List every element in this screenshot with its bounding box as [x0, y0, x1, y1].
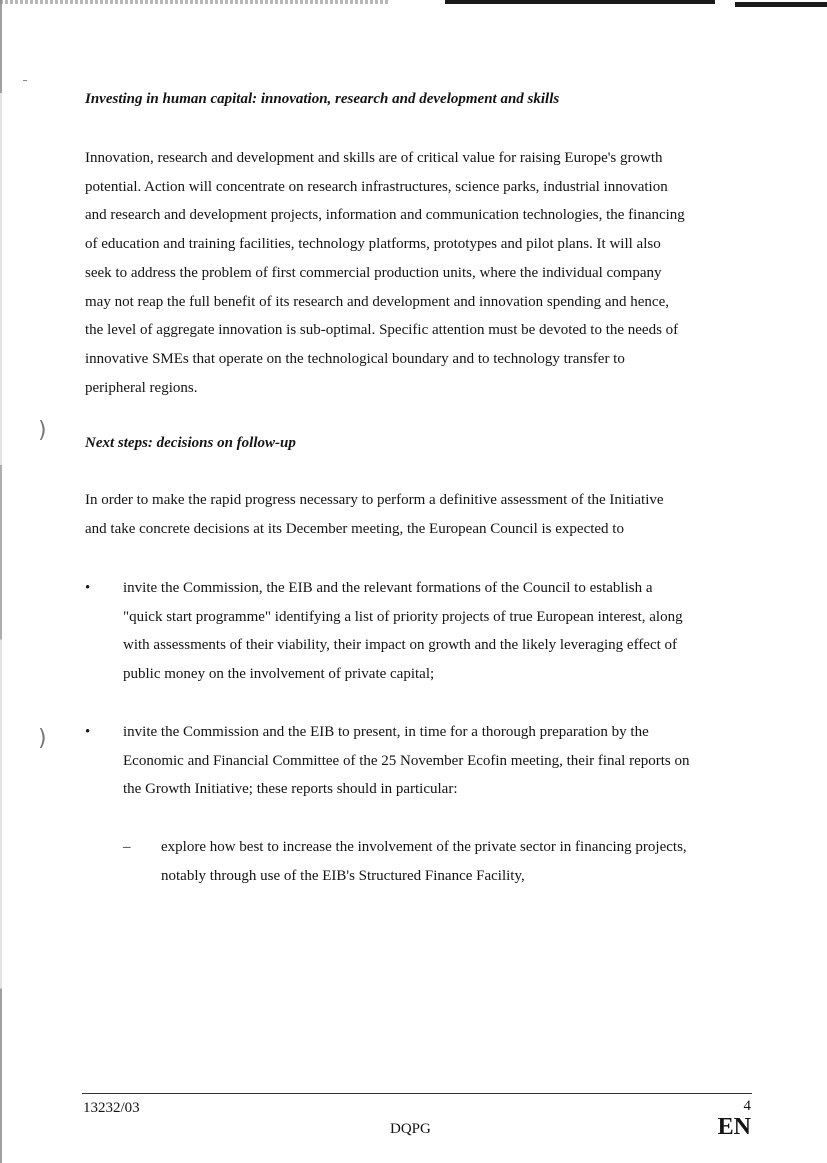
bullet-marker: • — [85, 580, 91, 596]
paragraph-line: innovative SMEs that operate on the technological boundary and to technology transfer to — [85, 350, 625, 367]
sub-item-line: explore how best to increase the involvement of the private sector in financing projects, — [161, 839, 687, 855]
scan-artifact-dash — [23, 80, 27, 81]
paragraph-line: of education and training facilities, technology platforms, prototypes and pilot plans. It will also — [85, 236, 661, 253]
scan-artifact-left-edge — [0, 0, 2, 1163]
dash-marker: – — [123, 839, 131, 855]
bullet-line: Economic and Financial Committee of the 25 November Ecofin meeting, their final reports on — [123, 752, 690, 769]
scan-artifact-top-right-edge — [735, 2, 827, 7]
sub-item-line: notably through use of the EIB's Structured Finance Facility, — [161, 867, 525, 884]
sub-item-text — [161, 833, 761, 890]
bullet-line: public money on the involvement of private capital; — [123, 665, 435, 682]
bullet-line: with assessments of their viability, their impact on growth and the likely leveraging effect of — [123, 637, 678, 653]
footer-divider — [82, 1093, 752, 1094]
bullet-line: invite the Commission, the EIB and the relevant formations of the Council to establish a — [123, 580, 653, 596]
paragraph-line: may not reap the full benefit of its research and development and innovation spending and hence, — [85, 293, 669, 310]
scan-artifact-top-left — [0, 0, 390, 4]
punch-hole-mark: ) — [38, 418, 47, 443]
language-code: EN — [717, 1114, 751, 1140]
bullet-text — [123, 574, 757, 688]
paragraph-line: In order to make the rapid progress necessary to perform a definitive assessment of the Initiative — [85, 492, 664, 508]
bullet-line: "quick start programme" identifying a list of priority projects of true European interest, along — [123, 608, 683, 625]
paragraph-line: potential. Action will concentrate on research infrastructures, science parks, industrial innovation — [85, 178, 668, 195]
paragraph-line: the level of aggregate innovation is sub-optimal. Specific attention must be devoted to the needs of — [85, 322, 679, 339]
scan-artifact-top-right — [445, 0, 715, 4]
section-intro-next-steps — [85, 486, 757, 543]
document-reference: 13232/03 — [83, 1100, 140, 1116]
bullet-line: invite the Commission and the EIB to present, in time for a thorough preparation by the — [123, 724, 649, 740]
bullet-text — [123, 718, 757, 804]
page-number: 4 — [743, 1098, 751, 1114]
section-heading-human-capital: Investing in human capital: innovation, research and development and skills — [85, 91, 560, 107]
paragraph-line: and research and development projects, information and communication technologies, the financing — [85, 207, 685, 224]
paragraph-line: Innovation, research and development and skills are of critical value for raising Europe's growth — [85, 150, 663, 166]
section-heading-next-steps: Next steps: decisions on follow-up — [85, 435, 296, 451]
section-paragraph-human-capital — [85, 144, 757, 402]
paragraph-line: and take concrete decisions at its December meeting, the European Council is expected to — [85, 520, 624, 537]
department-code: DQPG — [390, 1121, 431, 1137]
bullet-marker: • — [85, 724, 91, 740]
bullet-line: the Growth Initiative; these reports should in particular: — [123, 781, 458, 797]
paragraph-line: seek to address the problem of first commercial production units, where the individual company — [85, 264, 662, 281]
punch-hole-mark: ) — [38, 726, 47, 751]
paragraph-line: peripheral regions. — [85, 379, 198, 396]
